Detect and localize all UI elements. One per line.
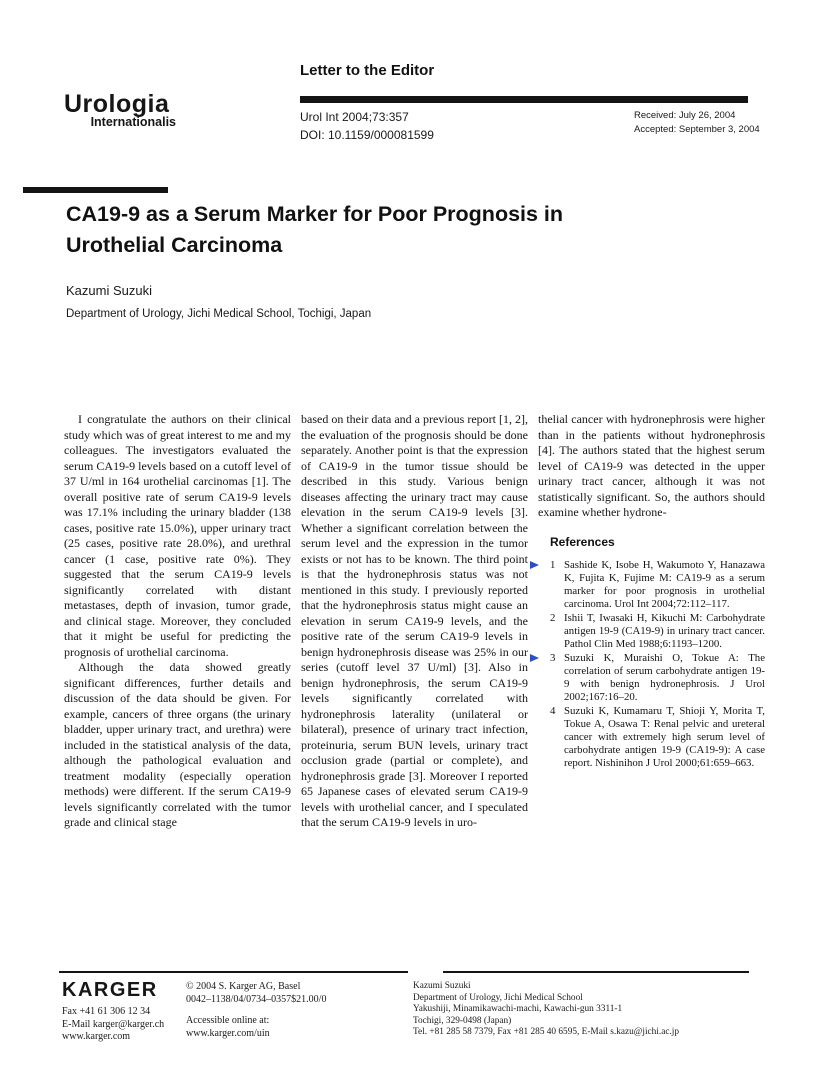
- citation-doi: DOI: 10.1159/000081599: [300, 128, 434, 142]
- reference-item-4: [538, 705, 765, 770]
- article-title-line1: CA19-9 as a Serum Marker for Poor Prognosis in: [66, 202, 564, 226]
- body-column-3: [538, 412, 765, 831]
- reference-item-3: [538, 652, 765, 704]
- received-date: Received: July 26, 2004: [634, 110, 736, 121]
- publisher-fax: Fax +41 61 306 12 34: [62, 1006, 151, 1017]
- publisher-logo: KARGER: [62, 979, 158, 1001]
- copyright-line: © 2004 S. Karger AG, Basel: [186, 981, 301, 992]
- reference-number: 1: [550, 558, 556, 571]
- article-body: [64, 412, 765, 831]
- publisher-contact-block: [62, 1006, 164, 1044]
- contact-name: Kazumi Suzuki: [413, 981, 471, 991]
- contact-address1: Yakushiji, Minamikawachi-machi, Kawachi-gun 3311-1: [413, 1004, 623, 1015]
- body-paragraph-2: Although the data showed greatly significant differences, further details and discussion of the data should be given. For example, cancers of three organs (the urinary bladder, upper urinary tract, and urethra) were included in the statistical analysis of the data, although the pathological evaluation and treatment modality (especially operation methods) were different. If the serum CA19-9 levels significantly correlated with the tumor grade and clinical stage: [64, 660, 291, 829]
- reference-text: Sashide K, Isobe H, Wakumoto Y, Hanazawa K, Fujita K, Fujime M: CA19-9 as a serum marker for poor prognosis in urothelial carcinoma. Urol Int 2004;72:112–117.: [564, 558, 765, 610]
- body-column-2: [301, 412, 528, 831]
- article-title-line2: Urothelial Carcinoma: [66, 233, 283, 257]
- body-paragraph-1: I congratulate the authors on their clinical study which was of great interest to me and my colleagues. The investigators evaluated the serum CA19-9 levels based on a cutoff level of 37 U/ml in 164 urothelial carcinomas [1]. The overall positive rate of serum CA19-9 levels was 17.1% including the urinary bladder (138 cases, positive rate 15.0%), upper urinary tract (25 cases, positive rate 28.0%), and urethral cancer (1 case, positive rate 0%). They suggested that the serum CA19-9 levels significantly correlated with distant metastases, depth of invasion, tumor grade, and clinical stage. Moreover, they concluded that it might be useful for predicting the prognosis of urothelial carcinoma.: [64, 412, 291, 659]
- reference-text: Suzuki K, Muraishi O, Tokue A: The correlation of serum carbohydrate antigen 19-9 with benign hydronephrosis. J Urol 2002;167:16–20.: [564, 651, 765, 703]
- issn-line: 0042–1138/04/0734–0357$21.00/0: [186, 993, 327, 1005]
- reference-number: 4: [550, 704, 556, 717]
- journal-subname: Internationalis: [90, 115, 176, 129]
- journal-name: Urologia: [64, 90, 170, 118]
- reference-item-1: [538, 559, 765, 611]
- contact-department: Department of Urology, Jichi Medical School: [413, 992, 583, 1003]
- journal-logo: [64, 90, 176, 129]
- author-affiliation: Department of Urology, Jichi Medical School, Tochigi, Japan: [66, 308, 372, 320]
- body-paragraph-continued: based on their data and a previous report [1, 2], the evaluation of the prognosis should be done separately. Another point is that the expression of CA19-9 in the tumor tissue should be described in this study. Various benign diseases affecting the urinary tract may cause elevation in the serum CA19-9 levels [3]. Whether a significant correlation between the serum level and the expression in the tumor exists or not has to be known. The third point is that the hydronephrosis status was not mentioned in this study. I previously reported that the hydronephrosis status might cause an elevation in serum CA19-9 levels, and the positive rate of the serum CA19-9 levels in benign hydronephrosis disease was 25% in our series (cutoff level 37 U/ml) [3]. Also in benign hydronephrosis, the serum CA19-9 levels significantly correlated with hydronephrosis laterality (unilateral or bilateral), presence of urinary tract infection, proteinuria, serum BUN levels, urinary tract occlusion grade (partial or complete), and hydronephrosis grade [3]. Moreover I reported 65 Japanese cases of elevated serum CA19-9 levels with urothelial cancer, and I speculated that the serum CA19-9 levels in uro-: [301, 412, 528, 829]
- copyright-block: [186, 981, 326, 1040]
- title-rule: [23, 187, 168, 193]
- author-name: Kazumi Suzuki: [66, 283, 152, 298]
- reference-item-2: [538, 612, 765, 651]
- publisher-website: www.karger.com: [62, 1031, 131, 1042]
- reference-link-arrow-icon[interactable]: [530, 561, 539, 569]
- contact-phone-email: Tel. +81 285 58 7379, Fax +81 285 40 6595, E-Mail s.kazu@jichi.ac.jp: [413, 1027, 680, 1038]
- header-rule: [300, 96, 748, 103]
- dates-block: [634, 109, 760, 136]
- reference-number: 3: [550, 651, 556, 664]
- body-paragraph-continued-2: thelial cancer with hydronephrosis were higher than in the patients without hydronephrosis [4]. The authors stated that the highest serum level of CA19-9 was detected in the upper urinary tract cancer, although it was not statistically significant. So, the authors should examine whether hydrone-: [538, 412, 765, 519]
- article-title: [66, 199, 563, 261]
- citation-volume: Urol Int 2004;73:357: [300, 110, 409, 124]
- footer-rule-left: [59, 971, 408, 973]
- publisher-email: E-Mail karger@karger.ch: [62, 1018, 165, 1030]
- reference-text: Ishii T, Iwasaki H, Kikuchi M: Carbohydrate antigen 19-9 (CA19-9) in urinary tract cancer. Pathol Clin Med 1988;6:1193–1200.: [564, 611, 765, 650]
- online-access-url: www.karger.com/uin: [186, 1027, 270, 1039]
- reference-link-arrow-icon[interactable]: [530, 654, 539, 662]
- references-section: [538, 535, 765, 770]
- reference-number: 2: [550, 611, 556, 624]
- reference-text: Suzuki K, Kumamaru T, Shioji Y, Morita T, Tokue A, Osawa T: Renal pelvic and ureteral cancer with extremely high serum level of carbohydrate antigen 19-9 (CA19-9): A case report. Nishinihon J Urol 2000;61:659–663.: [564, 704, 765, 769]
- online-access-label: Accessible online at:: [186, 1015, 270, 1026]
- body-column-1: [64, 412, 291, 831]
- accepted-date: Accepted: September 3, 2004: [634, 123, 760, 135]
- contact-address2: Tochigi, 329-0498 (Japan): [413, 1015, 512, 1026]
- references-heading: References: [550, 534, 615, 549]
- footer-rule-right: [443, 971, 749, 973]
- citation-block: [300, 108, 434, 144]
- corresponding-author-block: [413, 981, 679, 1039]
- section-label: Letter to the Editor: [300, 62, 435, 79]
